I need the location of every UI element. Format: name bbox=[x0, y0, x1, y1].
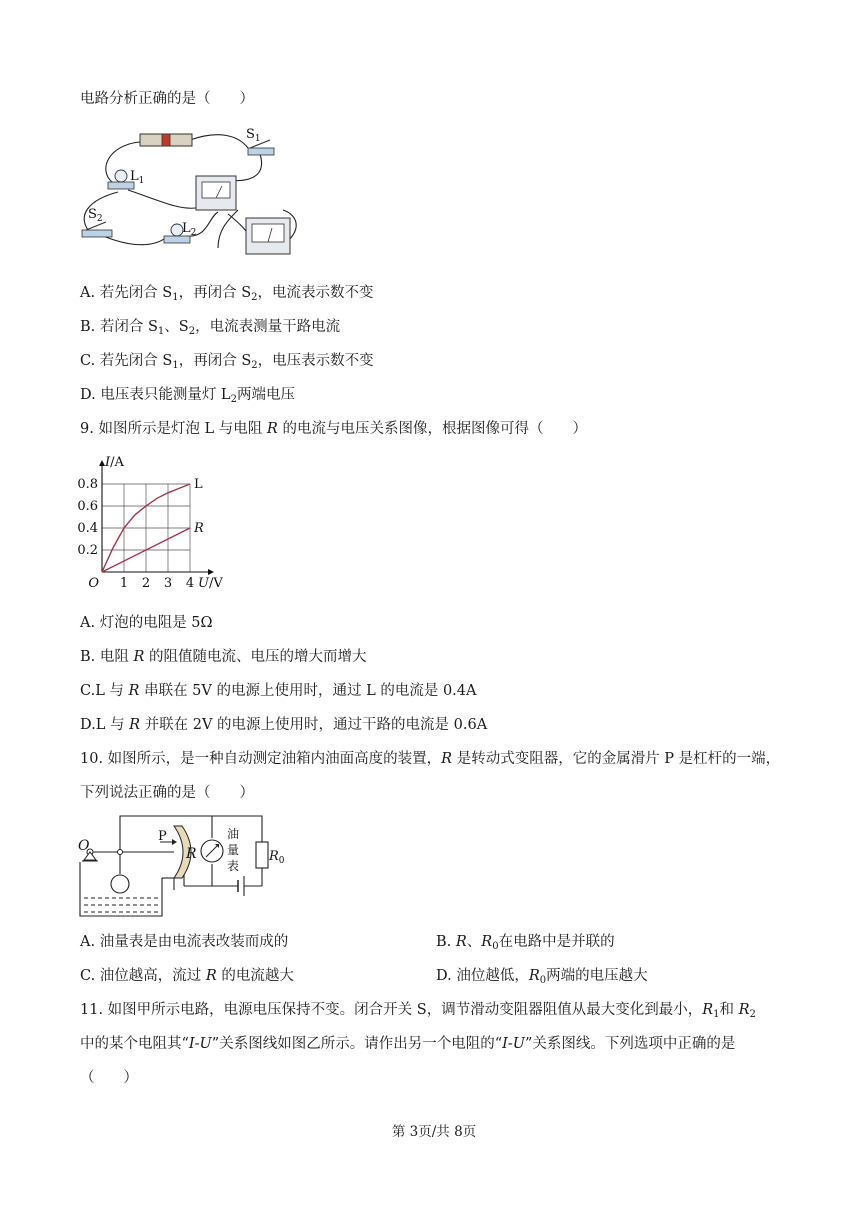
q10-meter-label-3: 表 bbox=[227, 859, 240, 873]
q8-stem: 电路分析正确的是（ ） bbox=[80, 91, 254, 107]
x-axis-label: U/V bbox=[198, 576, 223, 591]
q10-pivot-label: O bbox=[78, 838, 90, 854]
q8-l2-label: $L_2$ bbox=[182, 221, 197, 238]
q8-s1-label: $S_1$ bbox=[246, 127, 261, 144]
q11-stem-line1: 11. 如图甲所示电路，电源电压保持不变。闭合开关 S，调节滑动变阻器阻值从最大变化到最小，$R_1$和 $R_2$ bbox=[80, 1002, 756, 1020]
q11-stem-line2: 中的某个电阻其“I-U”关系图线如图乙所示。请作出另一个电阻的“I-U”关系图线。下列选项中正确的是 bbox=[80, 1036, 736, 1052]
q10-r0-label: $R_0$ bbox=[269, 849, 285, 866]
q10-stem-line1: 10. 如图所示，是一种自动测定油箱内油面高度的装置，R 是转动式变阻器，它的金属滑片 P 是杠杆的一端， bbox=[80, 751, 781, 767]
q8-option-b: B. 若闭合 $S_1$、$S_2$，电流表测量干路电流 bbox=[80, 319, 341, 337]
q8-l1-label: $L_1$ bbox=[130, 169, 145, 186]
q9-option-b: B. 电阻 R 的阻值随电流、电压的增大而增大 bbox=[80, 649, 367, 665]
q10-oil-gauge-figure bbox=[78, 812, 285, 922]
q10-option-d: D. 油位越低，$R_0$两端的电压越大 bbox=[436, 968, 648, 986]
page-footer: 第 3页/共 8页 bbox=[391, 1124, 477, 1140]
q8-s2-label: $S_2$ bbox=[88, 207, 103, 224]
y-tick-label-2: 0.6 bbox=[77, 499, 98, 514]
q10-stem-line2: 下列说法正确的是（ ） bbox=[80, 785, 254, 801]
q9-iu-chart bbox=[78, 452, 248, 597]
x-axis-arrow bbox=[208, 569, 214, 575]
q10-option-a: A. 油量表是由电流表改装而成的 bbox=[80, 934, 289, 950]
y-tick-label-0: 0.2 bbox=[77, 543, 98, 558]
x-tick-label-0: 1 bbox=[119, 576, 129, 591]
q9-option-d: D.L 与 R 并联在 2V 的电源上使用时，通过干路的电流是 0.6A bbox=[80, 717, 488, 733]
q10-slider-label: P bbox=[158, 829, 167, 844]
q9-stem: 9. 如图所示是灯泡 L 与电阻 R 的电流与电压关系图像，根据图像可得（ ） bbox=[80, 421, 587, 437]
q10-r-label: R bbox=[186, 846, 197, 862]
y-axis-label: I/A bbox=[105, 455, 124, 470]
series-label-R: R bbox=[194, 521, 204, 536]
q10-meter-label-1: 油 bbox=[227, 827, 240, 841]
q9-option-c: C.L 与 R 串联在 5V 的电源上使用时，通过 L 的电流是 0.4A bbox=[80, 683, 477, 699]
x-tick-label-2: 3 bbox=[163, 576, 173, 591]
y-tick-label-3: 0.8 bbox=[77, 477, 98, 492]
x-tick-label-3: 4 bbox=[185, 576, 195, 591]
q8-option-d: D. 电压表只能测量灯 $L_2$两端电压 bbox=[80, 387, 295, 405]
q8-option-a: A. 若先闭合 $S_1$，再闭合 $S_2$，电流表示数不变 bbox=[80, 285, 374, 303]
series-label-L: L bbox=[194, 477, 203, 492]
q10-meter-label-2: 量 bbox=[227, 843, 240, 857]
q10-option-b: B. R、$R_0$在电路中是并联的 bbox=[436, 934, 615, 952]
q10-option-c: C. 油位越高，流过 R 的电流越大 bbox=[80, 968, 294, 984]
y-tick-label-1: 0.4 bbox=[77, 521, 98, 536]
q11-stem-line3: （ ） bbox=[80, 1070, 138, 1086]
origin-label: O bbox=[88, 576, 99, 591]
q8-option-c: C. 若先闭合 $S_1$，再闭合 $S_2$，电压表示数不变 bbox=[80, 353, 374, 371]
q8-circuit-figure bbox=[78, 120, 308, 270]
q9-option-a: A. 灯泡的电阻是 5Ω bbox=[80, 615, 213, 631]
x-tick-label-1: 2 bbox=[141, 576, 151, 591]
